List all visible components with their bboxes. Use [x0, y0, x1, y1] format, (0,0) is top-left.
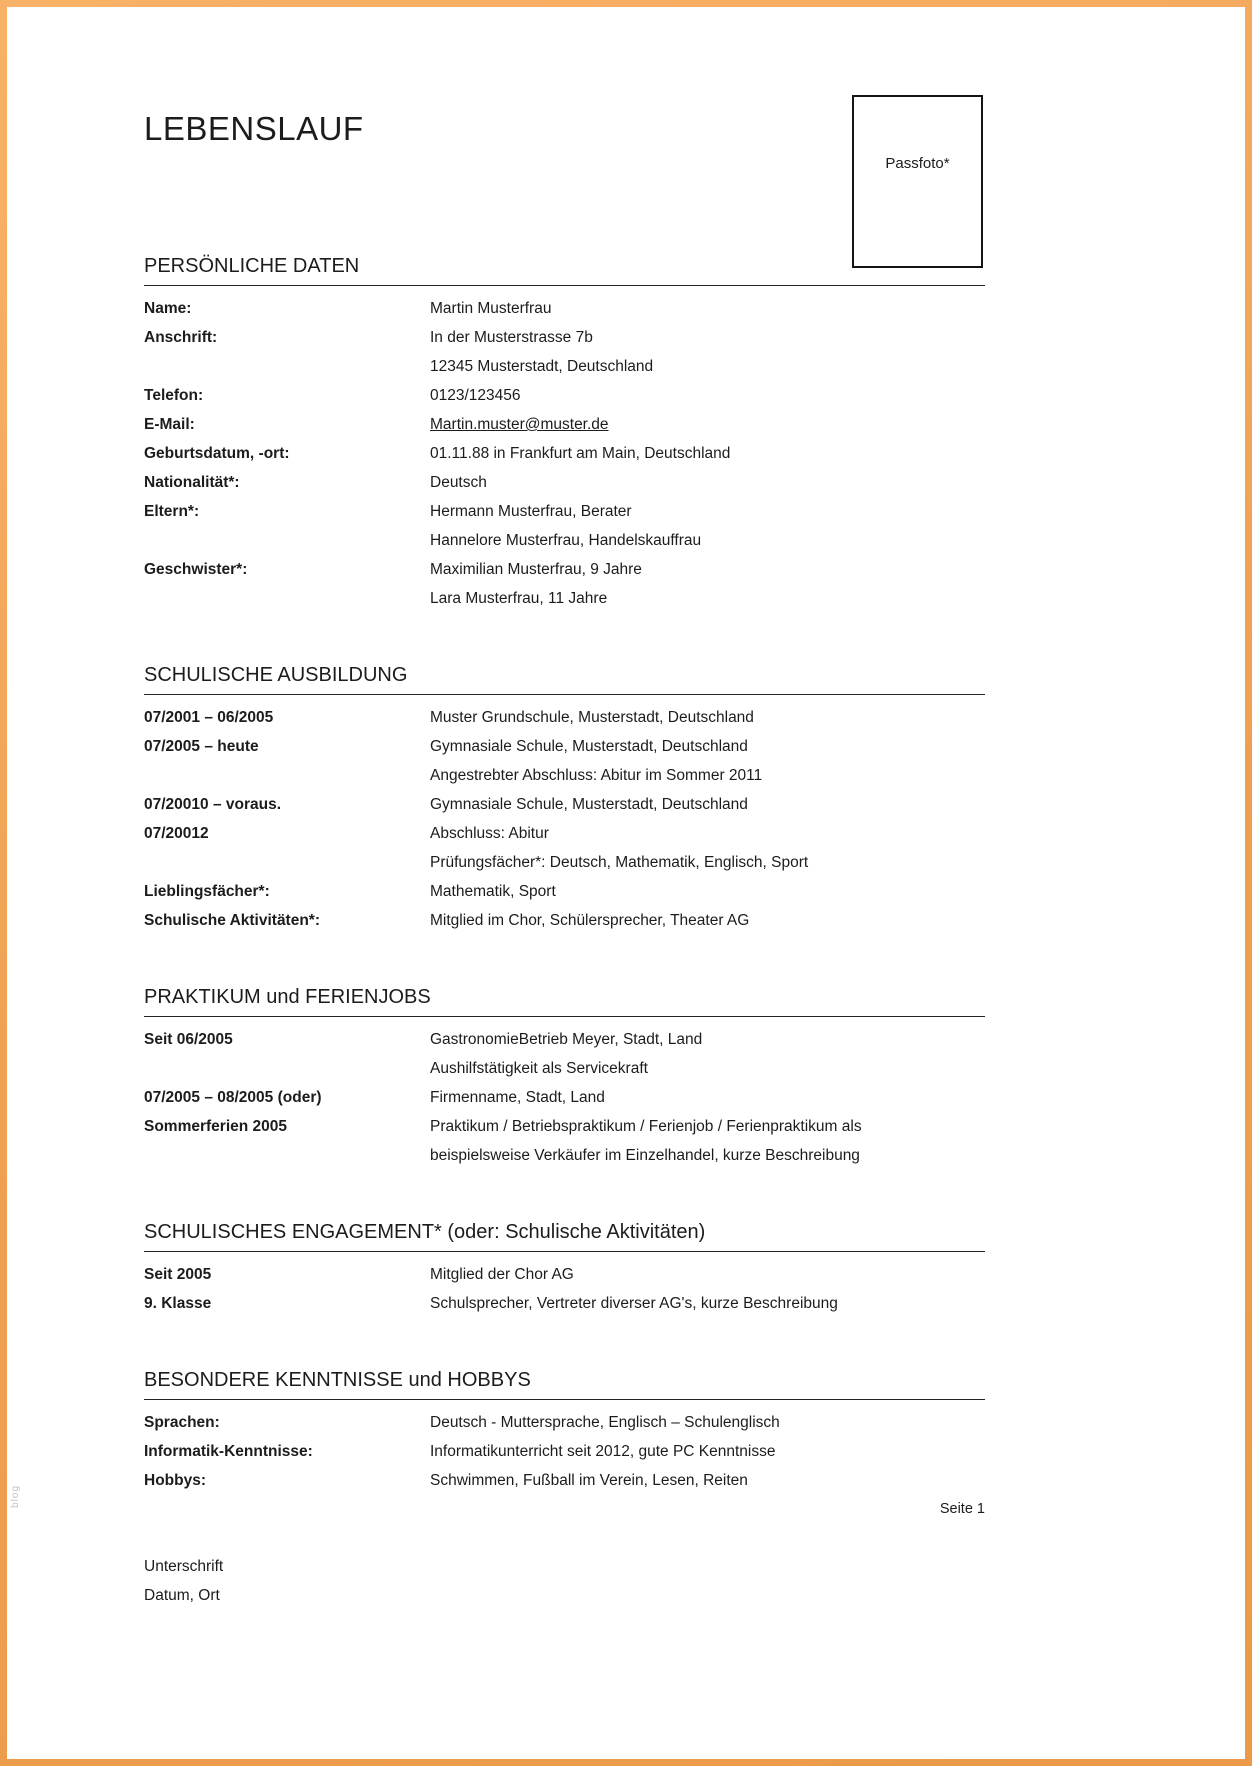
row-value [430, 410, 985, 439]
cv-section [144, 1368, 985, 1495]
cv-row [144, 323, 985, 381]
section-heading: SCHULISCHES ENGAGEMENT* (oder: Schulische Aktivitäten) [144, 1221, 706, 1243]
row-value [430, 1083, 985, 1170]
row-label-line: 9. Klasse [144, 1295, 212, 1312]
row-label [144, 877, 430, 906]
row-value [430, 1289, 985, 1318]
row-label [144, 1289, 430, 1318]
section-rows [144, 1260, 985, 1318]
section-heading: SCHULISCHE AUSBILDUNG [144, 664, 408, 686]
cv-content [144, 7, 985, 1610]
row-value-line: Mitglied im Chor, Schülersprecher, Theater AG [430, 912, 750, 929]
row-value-line: 0123/123456 [430, 387, 521, 404]
row-label [144, 1408, 430, 1437]
row-label-line: Eltern*: [144, 503, 200, 520]
row-label-line: Sommerferien 2005 [144, 1118, 288, 1135]
row-value-line: Mitglied der Chor AG [430, 1266, 574, 1283]
date-place-label: Datum, Ort [144, 1587, 220, 1604]
cv-row [144, 410, 985, 439]
row-label-line: 07/20010 – voraus. [144, 796, 282, 813]
row-label [144, 703, 430, 732]
row-value [430, 381, 985, 410]
row-value-line: Hermann Musterfrau, Berater [430, 503, 632, 520]
row-label-line: Lieblingsfächer*: [144, 883, 270, 900]
row-value [430, 439, 985, 468]
row-value [430, 497, 985, 555]
cv-row [144, 732, 985, 790]
page-title: LEBENSLAUF [144, 110, 364, 147]
row-value [430, 323, 985, 381]
cv-row [144, 555, 985, 613]
row-value-line: Angestrebter Abschluss: Abitur im Sommer 2011 [430, 767, 763, 784]
row-value [430, 1437, 985, 1466]
row-label [144, 410, 430, 439]
closing-block [144, 1552, 985, 1610]
row-value-line: 01.11.88 in Frankfurt am Main, Deutschland [430, 445, 731, 462]
row-label-line: Anschrift: [144, 329, 218, 346]
section-divider [144, 1016, 985, 1017]
cv-row [144, 294, 985, 323]
row-value-line: 12345 Musterstadt, Deutschland [430, 358, 654, 375]
row-label [144, 1025, 430, 1083]
cv-row [144, 703, 985, 732]
row-label [144, 790, 430, 877]
row-label [144, 555, 430, 613]
row-value [430, 1025, 985, 1083]
cv-row [144, 906, 985, 935]
row-label [144, 323, 430, 381]
row-value [430, 468, 985, 497]
row-label-line: Schulische Aktivitäten*: [144, 912, 321, 929]
row-value [430, 877, 985, 906]
cv-section [144, 254, 985, 613]
row-value-line: GastronomieBetrieb Meyer, Stadt, Land [430, 1031, 703, 1048]
cv-row [144, 877, 985, 906]
row-label [144, 294, 430, 323]
row-value-line: Schwimmen, Fußball im Verein, Lesen, Reiten [430, 1472, 748, 1489]
section-divider [144, 1251, 985, 1252]
row-label-line: Geburtsdatum, -ort: [144, 445, 290, 462]
section-rows [144, 703, 985, 935]
row-value-line: Firmenname, Stadt, Land [430, 1089, 605, 1106]
row-value [430, 732, 985, 790]
row-label-line: 07/2001 – 06/2005 [144, 709, 274, 726]
cv-row [144, 1025, 985, 1083]
row-value-line: Aushilfstätigkeit als Servicekraft [430, 1060, 648, 1077]
row-value [430, 294, 985, 323]
row-value-line: Abschluss: Abitur [430, 825, 549, 842]
row-label [144, 906, 430, 935]
row-value [430, 790, 985, 877]
sections [144, 254, 985, 1495]
row-label-line: E-Mail: [144, 416, 195, 433]
row-value-line: Praktikum / Betriebspraktikum / Ferienjob / Ferienpraktikum als [430, 1118, 862, 1135]
row-value [430, 906, 985, 935]
section-divider [144, 1399, 985, 1400]
row-value-line: Prüfungsfächer*: Deutsch, Mathematik, Englisch, Sport [430, 854, 809, 871]
signature-label: Unterschrift [144, 1558, 224, 1575]
section-heading: PRAKTIKUM und FERIENJOBS [144, 986, 431, 1008]
cv-section [144, 663, 985, 935]
row-label [144, 1437, 430, 1466]
row-value-line: Informatikunterricht seit 2012, gute PC Kenntnisse [430, 1443, 776, 1460]
cv-row [144, 790, 985, 877]
row-label [144, 1083, 430, 1170]
row-label [144, 497, 430, 555]
row-label [144, 468, 430, 497]
row-label [144, 732, 430, 790]
row-label-line: Nationalität*: [144, 474, 240, 491]
cv-row [144, 381, 985, 410]
row-value-line: Gymnasiale Schule, Musterstadt, Deutschland [430, 796, 748, 813]
cv-row [144, 468, 985, 497]
row-label-line: 07/20012 [144, 825, 209, 842]
row-label-line: Telefon: [144, 387, 204, 404]
row-label-line: Seit 2005 [144, 1266, 212, 1283]
cv-section [144, 985, 985, 1170]
row-label-line: Seit 06/2005 [144, 1031, 233, 1048]
row-value-line: Deutsch - Muttersprache, Englisch – Schulenglisch [430, 1414, 780, 1431]
row-value-line: Mathematik, Sport [430, 883, 556, 900]
row-value-line: Martin Musterfrau [430, 300, 552, 317]
row-value [430, 1466, 985, 1495]
row-label [144, 1466, 430, 1495]
row-value-line: Gymnasiale Schule, Musterstadt, Deutschland [430, 738, 748, 755]
row-label-line: Name: [144, 300, 192, 317]
row-label-line: Informatik-Kenntnisse: [144, 1443, 313, 1460]
row-value-line: Muster Grundschule, Musterstadt, Deutschland [430, 709, 754, 726]
cv-row [144, 1289, 985, 1318]
row-label-line: Geschwister*: [144, 561, 248, 578]
row-label [144, 381, 430, 410]
cv-row [144, 1083, 985, 1170]
cv-row [144, 497, 985, 555]
passfoto-label: Passfoto* [885, 155, 950, 172]
row-label [144, 439, 430, 468]
cv-row [144, 1260, 985, 1289]
row-value-line: Lara Musterfrau, 11 Jahre [430, 590, 608, 607]
section-rows [144, 1025, 985, 1170]
cv-section [144, 1220, 985, 1318]
section-rows [144, 294, 985, 613]
row-value [430, 555, 985, 613]
row-value [430, 1408, 985, 1437]
cv-row [144, 1408, 985, 1437]
cv-row [144, 1466, 985, 1495]
section-heading: BESONDERE KENNTNISSE und HOBBYS [144, 1369, 531, 1391]
row-value-line: Deutsch [430, 474, 487, 491]
cv-row [144, 439, 985, 468]
row-value-line: In der Musterstrasse 7b [430, 329, 593, 346]
row-label-line: 07/2005 – 08/2005 (oder) [144, 1089, 322, 1106]
row-label [144, 1260, 430, 1289]
row-value [430, 1260, 985, 1289]
row-value-line: Maximilian Musterfrau, 9 Jahre [430, 561, 642, 578]
section-heading: PERSÖNLICHE DATEN [144, 255, 360, 277]
row-value-line: Schulsprecher, Vertreter diverser AG's, kurze Beschreibung [430, 1295, 838, 1312]
section-rows [144, 1408, 985, 1495]
section-divider [144, 694, 985, 695]
row-label-line: 07/2005 – heute [144, 738, 259, 755]
watermark: blog [10, 1485, 21, 1508]
row-value-line: Hannelore Musterfrau, Handelskauffrau [430, 532, 702, 549]
section-divider [144, 285, 985, 286]
row-label-line: Sprachen: [144, 1414, 220, 1431]
cv-row [144, 1437, 985, 1466]
row-value [430, 703, 985, 732]
row-label-line: Hobbys: [144, 1472, 206, 1489]
email-link[interactable]: Martin.muster@muster.de [430, 416, 609, 433]
row-value-line: beispielsweise Verkäufer im Einzelhandel, kurze Beschreibung [430, 1147, 860, 1164]
page-number: Seite 1 [939, 1501, 985, 1517]
